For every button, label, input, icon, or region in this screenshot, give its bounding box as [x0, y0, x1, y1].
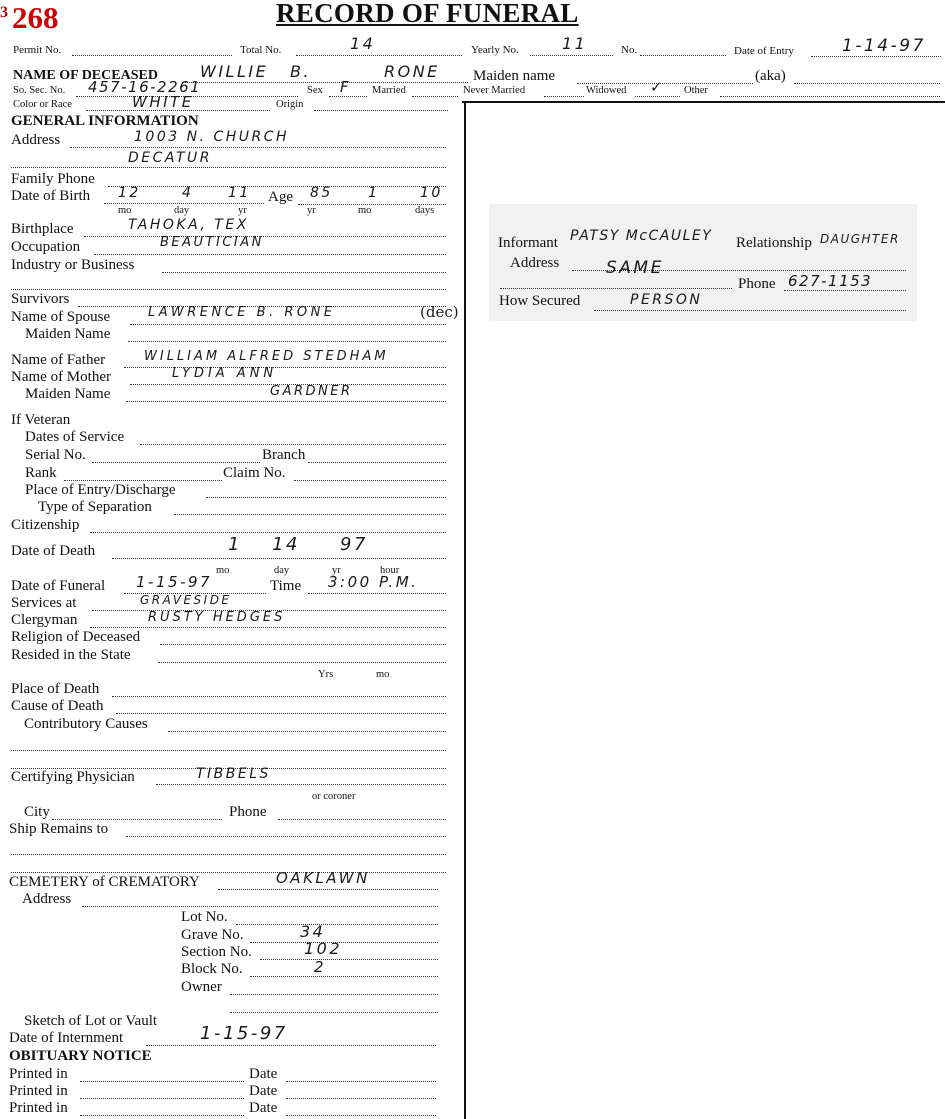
- citizenship-label: Citizenship: [11, 517, 80, 533]
- phone-label: Phone: [229, 804, 267, 820]
- serial-no-field[interactable]: [92, 462, 260, 463]
- rank-label: Rank: [25, 465, 57, 481]
- date-of-entry-label: Date of Entry: [734, 45, 794, 57]
- lot-no-label: Lot No.: [181, 909, 228, 925]
- dob-year-value: 11: [228, 185, 251, 201]
- age-yr-caption: yr: [307, 205, 316, 216]
- spouse-note: (dec): [420, 303, 459, 321]
- address-line2-value: DECATUR: [128, 150, 212, 166]
- origin-label: Origin: [276, 99, 304, 110]
- name-of-deceased-field[interactable]: [182, 82, 468, 83]
- place-of-death-field[interactable]: [112, 696, 446, 697]
- occupation-label: Occupation: [11, 239, 81, 255]
- dates-of-service-field[interactable]: [140, 444, 446, 445]
- address-label: Address: [11, 132, 61, 148]
- dob-mo-caption: mo: [118, 205, 132, 216]
- grave-no-field[interactable]: [250, 942, 438, 943]
- or-coroner-caption: or coroner: [312, 791, 356, 802]
- type-of-separation-field[interactable]: [174, 514, 446, 515]
- section-divider-vertical: [464, 101, 466, 1119]
- dates-of-service-label: Dates of Service: [25, 429, 125, 445]
- death-day-value: 14: [272, 534, 300, 555]
- dob-day-caption: day: [174, 205, 190, 216]
- date-of-birth-field[interactable]: [104, 203, 264, 204]
- page-title: RECORD OF FUNERAL: [276, 0, 579, 28]
- deceased-first-name: WILLIE: [200, 62, 269, 81]
- age-days-value: 10: [420, 185, 443, 201]
- no-label: No.: [621, 44, 638, 56]
- name-of-father-label: Name of Father: [11, 352, 106, 368]
- certifying-physician-value: TIBBELS: [196, 766, 271, 782]
- time-field[interactable]: [308, 593, 446, 594]
- address-line2-field[interactable]: [11, 167, 446, 168]
- services-at-value: GRAVESIDE: [140, 593, 232, 607]
- cemetery-of-crematory-label: CEMETERY of CREMATORY: [9, 874, 200, 890]
- how-secured-value: PERSON: [630, 292, 703, 308]
- certifying-physician-label: Certifying Physician: [11, 769, 135, 785]
- occupation-value: BEAUTICIAN: [160, 235, 264, 250]
- origin-field[interactable]: [314, 110, 448, 111]
- aka-label: (aka): [755, 68, 786, 84]
- cause-of-death-field[interactable]: [116, 713, 446, 714]
- citizenship-field[interactable]: [90, 532, 446, 533]
- date-of-internment-field[interactable]: [146, 1045, 436, 1046]
- printed-in-label-2: Printed in: [9, 1083, 68, 1099]
- widowed-field[interactable]: [635, 96, 680, 97]
- color-or-race-label: Color or Race: [13, 99, 72, 110]
- informant-address-value: SAME: [606, 258, 664, 278]
- grave-no-label: Grave No.: [181, 927, 244, 943]
- claim-no-field[interactable]: [294, 480, 446, 481]
- date-of-entry-field[interactable]: [811, 56, 941, 57]
- printed-in-label-3: Printed in: [9, 1100, 68, 1116]
- clergyman-label: Clergyman: [11, 612, 78, 628]
- dob-month-value: 12: [118, 185, 141, 201]
- married-label: Married: [372, 85, 406, 96]
- informant-phone-field[interactable]: [784, 290, 906, 291]
- religion-of-deceased-label: Religion of Deceased: [11, 629, 141, 645]
- city-label: City: [24, 804, 50, 820]
- no-field[interactable]: [640, 55, 726, 56]
- certifying-physician-field[interactable]: [156, 784, 446, 785]
- name-of-spouse-label: Name of Spouse: [11, 309, 111, 325]
- color-or-race-value: WHITE: [132, 93, 194, 111]
- so-sec-no-label: So. Sec. No.: [13, 85, 66, 96]
- dob-yr-caption: yr: [238, 205, 247, 216]
- cemetery-address-label: Address: [22, 891, 72, 907]
- printed-date-label-1: Date: [249, 1066, 278, 1082]
- if-veteran-label: If Veteran: [11, 412, 71, 428]
- maiden-name-label: Maiden name: [473, 68, 556, 84]
- block-no-value: 2: [314, 958, 327, 976]
- spouse-value: LAWRENCE B. RONE: [148, 305, 336, 320]
- death-mo-caption: mo: [216, 565, 230, 576]
- yearly-no-field[interactable]: [530, 55, 613, 56]
- death-month-value: 1: [228, 534, 242, 555]
- name-of-spouse-field[interactable]: [130, 324, 446, 325]
- printed-date-label-3: Date: [249, 1100, 278, 1116]
- other-field[interactable]: [720, 96, 940, 97]
- city-field[interactable]: [52, 819, 222, 820]
- cemetery-address-field[interactable]: [82, 906, 438, 907]
- total-no-value: 14: [350, 34, 376, 53]
- section-divider-horizontal: [462, 101, 945, 103]
- family-phone-label: Family Phone: [11, 171, 95, 187]
- total-no-label: Total No.: [240, 44, 282, 56]
- printed-in-field-1[interactable]: [80, 1081, 244, 1082]
- claim-no-label: Claim No.: [223, 465, 286, 481]
- so-sec-no-value: 457-16-2261: [88, 78, 202, 96]
- type-of-separation-label: Type of Separation: [38, 499, 152, 515]
- ship-remains-to-line2[interactable]: [11, 854, 446, 855]
- mother-maiden-value: GARDNER: [270, 384, 353, 399]
- death-day-caption: day: [274, 565, 290, 576]
- contributory-causes-line2[interactable]: [11, 750, 446, 751]
- lot-no-field[interactable]: [236, 924, 438, 925]
- date-of-death-field[interactable]: [112, 558, 446, 559]
- printed-date-field-2[interactable]: [286, 1098, 436, 1099]
- funeral-time-value: 3:00 P.M.: [328, 573, 419, 591]
- date-of-entry-value: 1-14-97: [842, 36, 926, 56]
- general-information-heading: GENERAL INFORMATION: [11, 113, 199, 129]
- death-hour-caption: hour: [380, 565, 400, 576]
- printed-date-field-3[interactable]: [286, 1115, 436, 1116]
- owner-field[interactable]: [230, 994, 438, 995]
- age-months-value: 1: [368, 185, 380, 201]
- sex-value: F: [340, 78, 352, 96]
- record-prefix: 3: [0, 4, 8, 21]
- ship-remains-to-line3[interactable]: [11, 872, 446, 873]
- services-at-label: Services at: [11, 595, 77, 611]
- owner-line2[interactable]: [230, 1012, 438, 1013]
- phone-field[interactable]: [278, 819, 446, 820]
- survivors-label: Survivors: [11, 291, 70, 307]
- resided-in-the-state-field[interactable]: [158, 662, 446, 663]
- serial-no-label: Serial No.: [25, 447, 86, 463]
- cemetery-value: OAKLAWN: [276, 869, 370, 887]
- permit-no-label: Permit No.: [13, 44, 62, 56]
- spouse-maiden-name-field[interactable]: [128, 341, 446, 342]
- record-number: 268: [12, 0, 59, 35]
- address-line1-value: 1003 N. CHURCH: [134, 129, 290, 145]
- date-of-funeral-label: Date of Funeral: [11, 578, 106, 594]
- age-days-caption: days: [415, 205, 435, 216]
- name-of-mother-label: Name of Mother: [11, 369, 111, 385]
- block-no-label: Block No.: [181, 961, 243, 977]
- printed-in-label-1: Printed in: [9, 1066, 68, 1082]
- industry-line2-field[interactable]: [11, 289, 446, 290]
- grave-no-value: 34: [300, 922, 326, 941]
- deceased-middle-initial: B.: [290, 62, 312, 81]
- owner-label: Owner: [181, 979, 222, 995]
- other-label: Other: [684, 85, 708, 96]
- mother-value: LYDIA ANN: [172, 366, 278, 381]
- address-field[interactable]: [70, 147, 446, 148]
- contributory-causes-label: Contributory Causes: [24, 716, 148, 732]
- occupation-field[interactable]: [94, 254, 446, 255]
- informant-phone-label: Phone: [738, 276, 776, 292]
- religion-of-deceased-field[interactable]: [160, 644, 446, 645]
- contributory-causes-field[interactable]: [168, 731, 446, 732]
- sketch-of-lot-or-vault-label: Sketch of Lot or Vault: [24, 1013, 158, 1029]
- family-phone-field[interactable]: [108, 186, 446, 187]
- time-label: Time: [270, 578, 302, 594]
- how-secured-field[interactable]: [594, 310, 906, 311]
- relationship-label: Relationship: [736, 235, 812, 251]
- date-of-death-label: Date of Death: [11, 543, 96, 559]
- cemetery-field[interactable]: [218, 889, 438, 890]
- age-mo-caption: mo: [358, 205, 372, 216]
- resided-mo-caption: mo: [376, 669, 390, 680]
- obituary-notice-heading: OBITUARY NOTICE: [9, 1048, 152, 1064]
- informant-value: PATSY McCAULEY: [570, 228, 713, 244]
- informant-phone-value: 627-1153: [788, 272, 873, 290]
- yearly-no-value: 11: [562, 34, 588, 53]
- section-no-field[interactable]: [260, 959, 438, 960]
- age-years-value: 85: [310, 185, 333, 201]
- printed-date-label-2: Date: [249, 1083, 278, 1099]
- ship-remains-to-field[interactable]: [126, 836, 446, 837]
- section-no-label: Section No.: [181, 944, 252, 960]
- name-of-deceased-label: NAME OF DECEASED: [13, 68, 158, 83]
- sex-label: Sex: [307, 85, 323, 96]
- date-of-birth-label: Date of Birth: [11, 188, 91, 204]
- place-of-entry-discharge-label: Place of Entry/Discharge: [25, 482, 176, 498]
- branch-field[interactable]: [308, 462, 446, 463]
- never-married-field[interactable]: [544, 96, 584, 97]
- dob-day-value: 4: [182, 185, 194, 201]
- birthplace-label: Birthplace: [11, 221, 74, 237]
- sex-field[interactable]: [329, 96, 367, 97]
- mother-maiden-name-label: Maiden Name: [25, 386, 111, 402]
- industry-or-business-label: Industry or Business: [11, 257, 135, 273]
- birthplace-field[interactable]: [84, 236, 446, 237]
- cause-of-death-label: Cause of Death: [11, 698, 104, 714]
- death-yr-caption: yr: [332, 565, 341, 576]
- deceased-last-name: RONE: [384, 62, 440, 81]
- block-no-field[interactable]: [250, 976, 438, 977]
- informant-address-line2[interactable]: [500, 288, 732, 289]
- widowed-label: Widowed: [586, 85, 627, 96]
- clergyman-value: RUSTY HEDGES: [148, 610, 286, 625]
- branch-label: Branch: [262, 447, 306, 463]
- total-no-field[interactable]: [296, 55, 462, 56]
- date-of-internment-label: Date of Internment: [9, 1030, 124, 1046]
- rank-field[interactable]: [64, 480, 222, 481]
- printed-in-field-2[interactable]: [80, 1098, 244, 1099]
- father-value: WILLIAM ALFRED STEDHAM: [144, 349, 389, 364]
- age-label: Age: [268, 189, 293, 205]
- aka-field[interactable]: [794, 83, 940, 84]
- ship-remains-to-label: Ship Remains to: [9, 821, 109, 837]
- informant-label: Informant: [498, 235, 558, 251]
- place-of-death-label: Place of Death: [11, 681, 100, 697]
- yearly-no-label: Yearly No.: [471, 44, 519, 56]
- clergyman-field[interactable]: [90, 627, 446, 628]
- widowed-check-icon: ✓: [650, 78, 666, 96]
- printed-date-field-1[interactable]: [286, 1081, 436, 1082]
- section-no-value: 102: [304, 939, 343, 958]
- resided-in-the-state-label: Resided in the State: [11, 647, 131, 663]
- place-of-entry-discharge-field[interactable]: [206, 497, 446, 498]
- mother-maiden-name-field[interactable]: [126, 401, 446, 402]
- funeral-date-value: 1-15-97: [136, 573, 213, 591]
- spouse-maiden-name-label: Maiden Name: [25, 326, 111, 342]
- printed-in-field-3[interactable]: [80, 1115, 244, 1116]
- death-year-value: 97: [340, 534, 368, 555]
- industry-or-business-field[interactable]: [162, 272, 446, 273]
- married-field[interactable]: [412, 96, 458, 97]
- never-married-label: Never Married: [463, 85, 526, 96]
- informant-address-label: Address: [510, 255, 560, 271]
- how-secured-label: How Secured: [499, 293, 581, 309]
- date-of-internment-value: 1-15-97: [200, 1023, 288, 1044]
- birthplace-value: TAHOKA, TEX: [128, 217, 249, 233]
- permit-no-field[interactable]: [72, 55, 232, 56]
- relationship-value: DAUGHTER: [820, 232, 900, 246]
- resided-yrs-caption: Yrs: [318, 669, 334, 680]
